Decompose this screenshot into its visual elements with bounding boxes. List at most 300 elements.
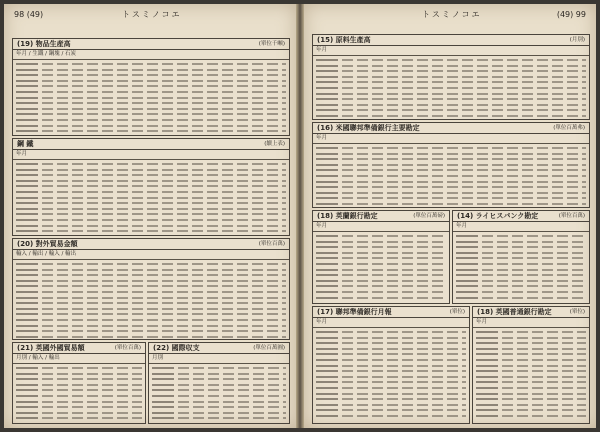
table-note: (單位百萬弗) [553, 125, 585, 131]
row-cells-texture [482, 297, 586, 299]
row-label-texture [476, 348, 498, 350]
row-cells-texture [502, 381, 586, 383]
table-header: 年月 [473, 318, 589, 328]
row-label-texture [316, 70, 338, 72]
row-cells-texture [42, 417, 142, 419]
table-header: 月別 [149, 354, 289, 364]
table-rows [13, 260, 289, 339]
row-cells-texture [502, 365, 586, 367]
row-label-texture [456, 235, 478, 237]
row-label-texture [16, 80, 38, 82]
row-cells-texture [42, 130, 286, 132]
row-cells-texture [502, 404, 586, 406]
table-note: (單位百萬圓) [253, 345, 285, 351]
row-cells-texture [42, 191, 286, 193]
row-label-texture [316, 252, 338, 254]
row-cells-texture [42, 119, 286, 121]
row-cells-texture [42, 85, 286, 87]
row-cells-texture [42, 406, 142, 408]
row-cells-texture [42, 285, 286, 287]
row-label-texture [16, 213, 38, 215]
row-label-texture [152, 417, 174, 419]
row-cells-texture [342, 147, 586, 149]
row-label-texture [456, 241, 478, 243]
table-section [12, 138, 290, 236]
row-label-texture [316, 104, 338, 106]
row-cells-texture [502, 387, 586, 389]
row-label-texture [316, 153, 338, 155]
row-cells-texture [502, 331, 586, 333]
row-cells-texture [42, 125, 286, 127]
row-label-texture [16, 63, 38, 65]
row-label-texture [316, 337, 338, 339]
row-label-texture [456, 257, 478, 259]
row-label-texture [476, 409, 498, 411]
row-label-texture [316, 203, 338, 205]
table-section [472, 306, 590, 424]
row-cells-texture [482, 274, 586, 276]
table-section [312, 306, 470, 424]
row-cells-texture [342, 365, 466, 367]
page-number: (49) 99 [556, 10, 586, 19]
row-label-texture [16, 97, 38, 99]
table-row [16, 415, 142, 421]
table-note: (單位百萬) [114, 345, 141, 351]
table-rows [149, 364, 289, 421]
row-cells-texture [42, 213, 286, 215]
row-label-texture [16, 389, 38, 391]
table-row [16, 128, 286, 134]
row-cells-texture [42, 384, 142, 386]
row-cells-texture [482, 285, 586, 287]
row-cells-texture [342, 186, 586, 188]
row-cells-texture [482, 246, 586, 248]
row-cells-texture [502, 415, 586, 417]
row-label-texture [316, 175, 338, 177]
row-label-texture [316, 381, 338, 383]
row-label-texture [152, 367, 174, 369]
row-label-texture [316, 409, 338, 411]
row-cells-texture [342, 104, 586, 106]
table-note: (單位) [449, 309, 465, 315]
row-label-texture [476, 370, 498, 372]
row-cells-texture [42, 108, 286, 110]
row-cells-texture [42, 225, 286, 227]
row-label-texture [316, 331, 338, 333]
row-cells-texture [482, 257, 586, 259]
table-title: (17) 聯邦準備銀行月報 [317, 308, 392, 316]
row-cells-texture [42, 367, 142, 369]
row-label-texture [476, 381, 498, 383]
row-label-texture [16, 412, 38, 414]
row-label-texture [16, 313, 38, 315]
table-header: 年月 [313, 46, 589, 56]
row-label-texture [316, 65, 338, 67]
running-head: トスミノコエ [422, 10, 482, 19]
table-header: 年月 [313, 318, 469, 328]
table-header: 月別 / 輸入 / 輸出 [13, 354, 145, 364]
row-label-texture [316, 269, 338, 271]
row-cells-texture [342, 331, 466, 333]
row-label-texture [152, 373, 174, 375]
row-label-texture [16, 125, 38, 127]
row-cells-texture [342, 98, 586, 100]
row-cells-texture [342, 393, 466, 395]
row-cells-texture [502, 376, 586, 378]
table-row [456, 295, 586, 301]
row-cells-texture [178, 373, 286, 375]
row-cells-texture [342, 115, 586, 117]
row-label-texture [316, 181, 338, 183]
row-label-texture [316, 404, 338, 406]
row-label-texture [316, 197, 338, 199]
table-section [312, 210, 450, 304]
table-rows [13, 160, 289, 234]
table-note: (單位百萬) [558, 213, 585, 219]
row-label-texture [476, 353, 498, 355]
row-cells-texture [502, 370, 586, 372]
table-title: (22) 國際収支 [153, 344, 200, 352]
table-row [316, 201, 586, 207]
table-section [148, 342, 290, 424]
row-label-texture [316, 285, 338, 287]
row-cells-texture [42, 80, 286, 82]
row-cells-texture [42, 325, 286, 327]
table-rows [313, 328, 469, 419]
row-cells-texture [42, 197, 286, 199]
row-cells-texture [342, 359, 466, 361]
row-cells-texture [178, 417, 286, 419]
row-label-texture [16, 308, 38, 310]
row-label-texture [16, 130, 38, 132]
row-cells-texture [42, 163, 286, 165]
row-label-texture [152, 378, 174, 380]
row-label-texture [152, 389, 174, 391]
row-label-texture [316, 342, 338, 344]
page-number: 98 (49) [14, 10, 44, 19]
table-rows [453, 232, 589, 300]
row-cells-texture [342, 59, 586, 61]
row-cells-texture [342, 246, 446, 248]
table-section [12, 38, 290, 136]
row-label-texture [316, 376, 338, 378]
row-cells-texture [342, 342, 466, 344]
row-cells-texture [178, 378, 286, 380]
row-cells-texture [342, 153, 586, 155]
table-title: 鋼 鐵 [17, 140, 34, 148]
row-label-texture [316, 158, 338, 160]
row-cells-texture [342, 109, 586, 111]
table-rows [473, 328, 589, 419]
row-cells-texture [42, 395, 142, 397]
row-label-texture [16, 219, 38, 221]
row-cells-texture [178, 401, 286, 403]
row-label-texture [476, 387, 498, 389]
row-label-texture [16, 108, 38, 110]
row-label-texture [316, 76, 338, 78]
table-note: (月別) [569, 37, 585, 43]
row-cells-texture [42, 373, 142, 375]
table-note: (續上表) [264, 141, 285, 147]
table-section [12, 238, 290, 340]
row-label-texture [476, 331, 498, 333]
row-cells-texture [502, 348, 586, 350]
row-label-texture [16, 191, 38, 193]
row-label-texture [476, 337, 498, 339]
table-note: (單位) [569, 309, 585, 315]
book-gutter [296, 4, 304, 428]
running-head: トスミノコエ [122, 10, 182, 19]
row-label-texture [316, 147, 338, 149]
row-cells-texture [342, 263, 446, 265]
row-cells-texture [482, 269, 586, 271]
row-cells-texture [342, 252, 446, 254]
table-header: 年月 [13, 150, 289, 160]
row-label-texture [316, 353, 338, 355]
row-cells-texture [178, 384, 286, 386]
row-label-texture [316, 257, 338, 259]
row-cells-texture [502, 353, 586, 355]
table-header: 年月 / 生鐵 / 鋼塊 / 石炭 [13, 50, 289, 60]
row-cells-texture [342, 81, 586, 83]
row-cells-texture [42, 378, 142, 380]
row-label-texture [456, 285, 478, 287]
row-label-texture [16, 291, 38, 293]
row-label-texture [476, 376, 498, 378]
row-label-texture [476, 393, 498, 395]
row-label-texture [316, 370, 338, 372]
row-label-texture [316, 365, 338, 367]
row-label-texture [16, 406, 38, 408]
row-cells-texture [502, 398, 586, 400]
row-cells-texture [42, 274, 286, 276]
row-cells-texture [342, 274, 446, 276]
row-label-texture [16, 367, 38, 369]
row-cells-texture [342, 370, 466, 372]
row-label-texture [16, 185, 38, 187]
row-label-texture [16, 269, 38, 271]
row-label-texture [16, 174, 38, 176]
row-label-texture [456, 252, 478, 254]
row-label-texture [16, 395, 38, 397]
row-label-texture [316, 186, 338, 188]
row-cells-texture [42, 308, 286, 310]
row-label-texture [16, 336, 38, 338]
row-cells-texture [342, 381, 466, 383]
row-cells-texture [502, 409, 586, 411]
table-header: 輸入 / 輸出 / 輸入 / 輸出 [13, 250, 289, 260]
row-cells-texture [178, 367, 286, 369]
row-cells-texture [342, 87, 586, 89]
row-cells-texture [42, 269, 286, 271]
row-cells-texture [42, 63, 286, 65]
table-row [316, 113, 586, 119]
table-row [316, 413, 466, 419]
row-label-texture [316, 98, 338, 100]
row-cells-texture [42, 185, 286, 187]
row-cells-texture [42, 102, 286, 104]
row-cells-texture [342, 235, 446, 237]
table-row [316, 295, 446, 301]
row-label-texture [456, 246, 478, 248]
row-label-texture [316, 297, 338, 299]
row-cells-texture [42, 280, 286, 282]
row-label-texture [316, 109, 338, 111]
row-label-texture [316, 415, 338, 417]
row-label-texture [16, 69, 38, 71]
row-cells-texture [342, 164, 586, 166]
row-cells-texture [42, 97, 286, 99]
row-cells-texture [342, 337, 466, 339]
row-cells-texture [42, 336, 286, 338]
row-label-texture [476, 342, 498, 344]
row-cells-texture [342, 409, 466, 411]
row-cells-texture [42, 230, 286, 232]
row-cells-texture [42, 74, 286, 76]
row-cells-texture [42, 319, 286, 321]
row-cells-texture [342, 197, 586, 199]
row-label-texture [16, 230, 38, 232]
table-header: 年月 [453, 222, 589, 232]
row-cells-texture [42, 401, 142, 403]
row-label-texture [316, 93, 338, 95]
row-cells-texture [342, 181, 586, 183]
row-label-texture [16, 85, 38, 87]
row-cells-texture [342, 158, 586, 160]
row-cells-texture [42, 263, 286, 265]
row-cells-texture [342, 415, 466, 417]
row-label-texture [316, 348, 338, 350]
row-cells-texture [342, 291, 446, 293]
row-label-texture [16, 119, 38, 121]
row-cells-texture [42, 412, 142, 414]
table-row [16, 334, 286, 340]
row-cells-texture [482, 252, 586, 254]
row-label-texture [456, 291, 478, 293]
row-label-texture [456, 274, 478, 276]
row-cells-texture [42, 330, 286, 332]
row-cells-texture [178, 412, 286, 414]
table-rows [13, 60, 289, 134]
row-label-texture [16, 330, 38, 332]
row-label-texture [16, 378, 38, 380]
row-label-texture [316, 359, 338, 361]
row-label-texture [456, 297, 478, 299]
row-cells-texture [342, 376, 466, 378]
row-label-texture [16, 74, 38, 76]
row-cells-texture [342, 280, 446, 282]
row-label-texture [16, 102, 38, 104]
table-row [16, 228, 286, 234]
row-label-texture [476, 404, 498, 406]
table-section [452, 210, 590, 304]
row-label-texture [152, 406, 174, 408]
table-note: (單位百萬磅) [413, 213, 445, 219]
table-title: (18) 英國普通銀行勘定 [477, 308, 552, 316]
row-cells-texture [342, 387, 466, 389]
row-label-texture [456, 280, 478, 282]
row-cells-texture [482, 235, 586, 237]
row-label-texture [152, 412, 174, 414]
row-label-texture [476, 365, 498, 367]
row-label-texture [316, 387, 338, 389]
row-label-texture [316, 59, 338, 61]
row-cells-texture [342, 65, 586, 67]
row-label-texture [316, 280, 338, 282]
row-cells-texture [502, 342, 586, 344]
row-label-texture [16, 263, 38, 265]
row-label-texture [316, 169, 338, 171]
row-label-texture [16, 197, 38, 199]
row-cells-texture [482, 263, 586, 265]
row-cells-texture [482, 280, 586, 282]
row-cells-texture [178, 406, 286, 408]
row-label-texture [16, 91, 38, 93]
row-label-texture [316, 274, 338, 276]
row-cells-texture [42, 69, 286, 71]
row-cells-texture [342, 76, 586, 78]
row-cells-texture [42, 297, 286, 299]
table-section [312, 122, 590, 208]
row-label-texture [316, 291, 338, 293]
row-cells-texture [342, 241, 446, 243]
row-label-texture [16, 297, 38, 299]
row-cells-texture [342, 269, 446, 271]
row-label-texture [316, 241, 338, 243]
right-page [304, 4, 596, 428]
table-rows [313, 144, 589, 207]
table-note: (單位百萬) [258, 241, 285, 247]
row-cells-texture [42, 313, 286, 315]
row-label-texture [152, 395, 174, 397]
row-label-texture [16, 285, 38, 287]
row-label-texture [16, 202, 38, 204]
table-header: 年月 [313, 222, 449, 232]
row-label-texture [316, 87, 338, 89]
row-cells-texture [342, 169, 586, 171]
row-label-texture [16, 169, 38, 171]
row-cells-texture [342, 348, 466, 350]
row-label-texture [16, 163, 38, 165]
row-cells-texture [342, 404, 466, 406]
row-cells-texture [342, 297, 446, 299]
row-cells-texture [342, 398, 466, 400]
row-label-texture [316, 192, 338, 194]
row-cells-texture [42, 113, 286, 115]
row-cells-texture [42, 389, 142, 391]
table-rows [13, 364, 145, 421]
row-label-texture [316, 263, 338, 265]
left-page [4, 4, 296, 428]
table-title: (14) ライヒスバンク勘定 [457, 212, 539, 220]
row-label-texture [16, 302, 38, 304]
row-cells-texture [42, 180, 286, 182]
row-cells-texture [178, 395, 286, 397]
row-label-texture [456, 263, 478, 265]
row-cells-texture [42, 302, 286, 304]
table-note: (單位千噸) [258, 41, 285, 47]
table-title: (15) 原料生產高 [317, 36, 371, 44]
row-label-texture [316, 115, 338, 117]
row-label-texture [16, 113, 38, 115]
row-cells-texture [42, 174, 286, 176]
row-cells-texture [482, 241, 586, 243]
table-rows [313, 56, 589, 119]
row-label-texture [152, 384, 174, 386]
row-label-texture [16, 225, 38, 227]
row-label-texture [456, 269, 478, 271]
row-label-texture [316, 235, 338, 237]
